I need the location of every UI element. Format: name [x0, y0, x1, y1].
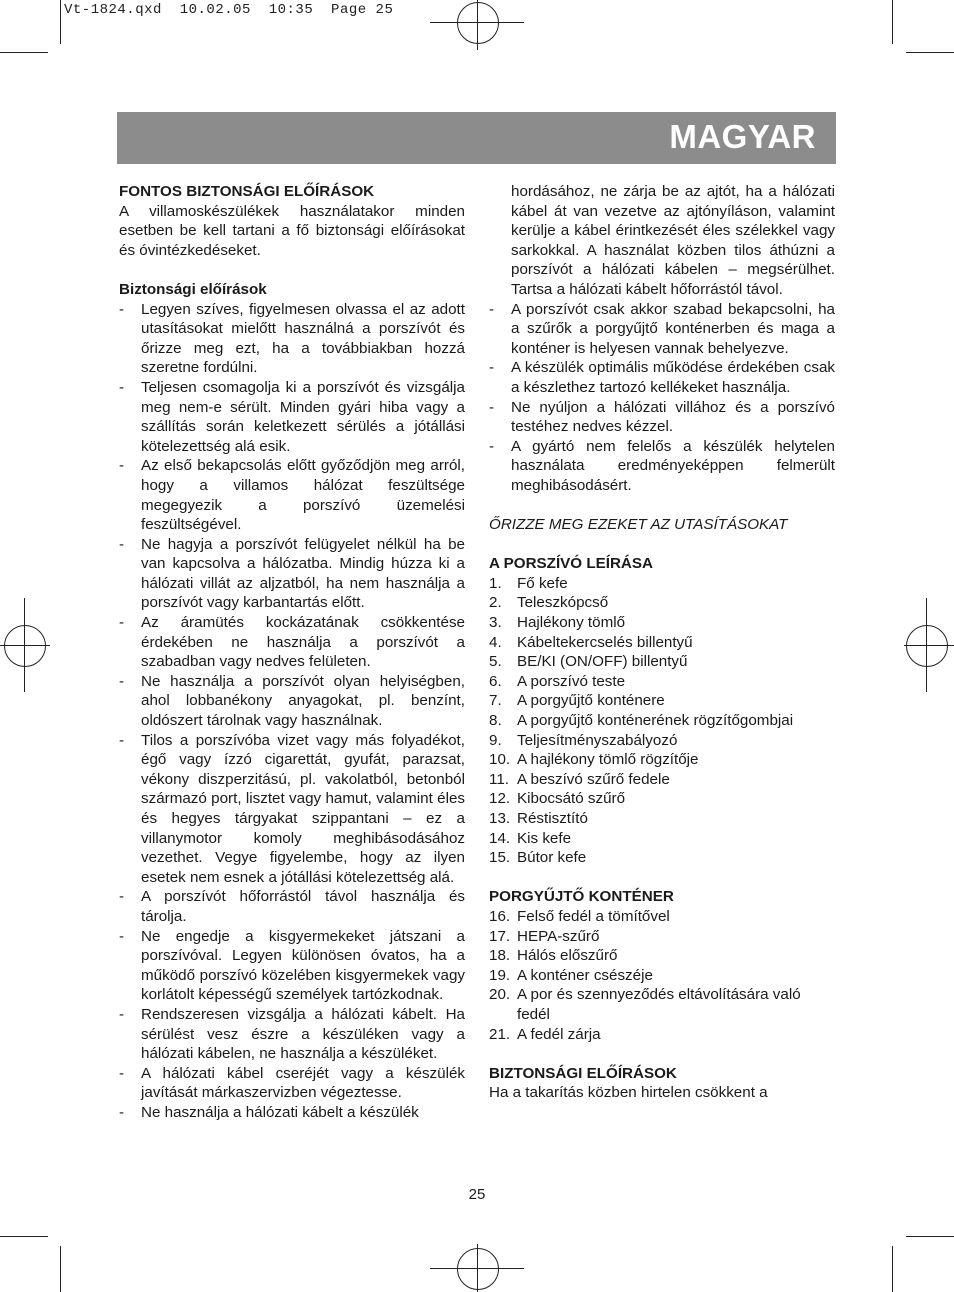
crop-mark [60, 1246, 61, 1292]
list-item: - Ne engedje a kisgyermekeket játszani a porszívóval. Legyen különösen óvatos, ha a működő porszívó közelében kisgyermekek vagy korlátolt képességű személyek tartózkodnak. [119, 927, 465, 1004]
list-item: 11. A beszívó szűrő fedele [489, 770, 670, 788]
list-item: 15. Bútor kefe [489, 849, 587, 867]
section-heading: FONTOS BIZTONSÁGI ELŐÍRÁSOK [119, 183, 375, 200]
list-item: - Az első bekapcsolás előtt győződjön meg arról, hogy a villamos hálózat feszültsége megegyezik a porszívó üzemelési feszültségével. [119, 457, 465, 534]
list-item: 4. Kábeltekercselés billentyű [489, 633, 693, 651]
crop-mark [892, 0, 893, 44]
crop-mark [892, 1246, 893, 1292]
left-column [119, 182, 465, 1123]
page-number: 25 [468, 1186, 486, 1203]
list-item: 5. BE/KI (ON/OFF) billentyű [489, 653, 688, 671]
list-item: - Az áramütés kockázatának csökkentése érdekében ne használja a porszívót a szabadban vagy nedves felületen. [119, 614, 465, 671]
subsection-heading: Biztonsági előírások [119, 280, 267, 298]
list-item: 2. Teleszkópcső [489, 594, 609, 612]
list-item: 21. A fedél zárja [489, 1025, 601, 1043]
list-item: 20. A por és szennyeződés eltávolítására való fedél [489, 986, 801, 1023]
list-item: 19. A konténer csészéje [489, 966, 653, 984]
section-heading: BIZTONSÁGI ELŐÍRÁSOK [489, 1064, 677, 1082]
list-item: 18. Hálós előszűrő [489, 947, 618, 965]
banner-title: MAGYAR [669, 118, 816, 155]
right-column [489, 182, 835, 1103]
list-item: 16. Felső fedél a tömítővel [489, 907, 670, 925]
list-item: - Ne használja a hálózati kábelt a készülék [119, 1103, 419, 1121]
list-item: 7. A porgyűjtő konténere [489, 692, 665, 710]
crop-mark [60, 0, 61, 44]
list-item: 9. Teljesítményszabályozó [489, 731, 678, 749]
print-slug: Vt-1824.qxd 10.02.05 10:35 Page 25 [64, 2, 394, 18]
list-item: 14. Kis kefe [489, 829, 572, 847]
parts-list [489, 574, 835, 868]
crop-mark [0, 52, 48, 53]
continued-paragraph: hordásához, ne zárja be az ajtót, ha a hálózati kábel át van vezetve az ajtónyíláson, valamint kerülje a kábel érintkezését éles szélekkel vagy sarkokkal. A használat közben tilos áthúzni a porszívót a hálózati kábelen – megsérülhet. Tartsa a hálózati kábelt hőforrástól távol. [511, 183, 835, 298]
intro-paragraph: A villamoskészülékek használatakor minden esetben be kell tartani a fő biztonsági előírásokat és óvintézkedéseket. [119, 202, 465, 259]
list-item: 6. A porszívó teste [489, 672, 626, 690]
crop-mark [906, 1236, 954, 1237]
list-item: 17. HEPA-szűrő [489, 927, 600, 945]
crop-mark [0, 1236, 48, 1237]
list-item: - A hálózati kábel cseréjét vagy a készülék javítását márkaszervizben végeztesse. [119, 1064, 465, 1102]
list-item: - A készülék optimális működése érdekében csak a készlethez tartozó kellékeket használja. [489, 359, 835, 396]
list-item: - A gyártó nem felelős a készülék helytelen használata eredményeképpen felmerült meghibásodásért. [489, 437, 835, 494]
list-item: 3. Hajlékony tömlő [489, 614, 626, 632]
list-item: - Rendszeresen vizsgálja a hálózati kábelt. Ha sérülést vesz észre a készüléken vagy a hálózati kábelen, ne használja a készüléket. [119, 1005, 465, 1063]
keep-instructions-note: ŐRIZZE MEG EZEKET AZ UTASÍTÁSOKAT [489, 516, 788, 534]
section-heading: PORGYŰJTŐ KONTÉNER [489, 888, 674, 906]
list-item: - Ne hagyja a porszívót felügyelet nélkül ha be van kapcsolva a hálózatba. Mindig húzza ki a hálózati villát az aljzatból, ha nem használja a porszívót vagy karbantartás előtt. [119, 535, 465, 612]
list-item: - Legyen szíves, figyelmesen olvassa el az adott utasításokat mielőtt használná a porszívót és őrizze meg ezt, ha a továbbiakban hozzá szeretne fordúlni. [119, 300, 465, 377]
list-item: - A porszívót csak akkor szabad bekapcsolni, ha a szűrők a porgyűjtő konténerben és maga a konténer is helyesen vannak behelyezve. [489, 300, 835, 357]
crop-mark [906, 52, 954, 53]
section-heading: A PORSZÍVÓ LEÍRÁSA [489, 555, 653, 573]
safety-paragraph: Ha a takarítás közben hirtelen csökkent a [489, 1084, 768, 1102]
language-banner [117, 112, 836, 164]
list-item: - A porszívót hőforrástól távol használja és tárolja. [119, 888, 465, 925]
list-item: 10. A hajlékony tömlő rögzítője [489, 751, 699, 769]
list-item: 12. Kibocsátó szűrő [489, 790, 626, 808]
container-parts-list [489, 907, 835, 1044]
list-item: 8. A porgyűjtő konténerének rögzítőgombjai [489, 712, 794, 730]
list-item: - Ne használja a porszívót olyan helyiségben, ahol lobbanékony anyagokat, pl. benzínt, oldószert tárolnak vagy használnak. [119, 672, 465, 730]
list-item: 13. Réstisztító [489, 810, 588, 827]
list-item: - Ne nyúljon a hálózati villához és a porszívó testéhez nedves kézzel. [489, 398, 835, 436]
list-item: - Teljesen csomagolja ki a porszívót és vizsgálja meg nem-e sérült. Minden gyári hiba vagy a szállítás során keletkezett sérülés a jótállási kötelezettség alá esik. [119, 378, 465, 455]
list-item: - Tilos a porszívóba vizet vagy más folyadékot, égő vagy ízzó cigarettát, gyufát, parazsat, vékony diszperzitású, pl. vakolatból, betonból származó port, lisztet vagy hamut, valamint éles és hegyes tárgyakat szippantani – ez a villanymotor komoly meghibásodásához vezethet. Vegye figyelembe, hogy az ilyen esetek nem esnek a jótállási kötelezettség alá. [119, 731, 465, 886]
list-item: 1. Fő kefe [489, 574, 568, 592]
